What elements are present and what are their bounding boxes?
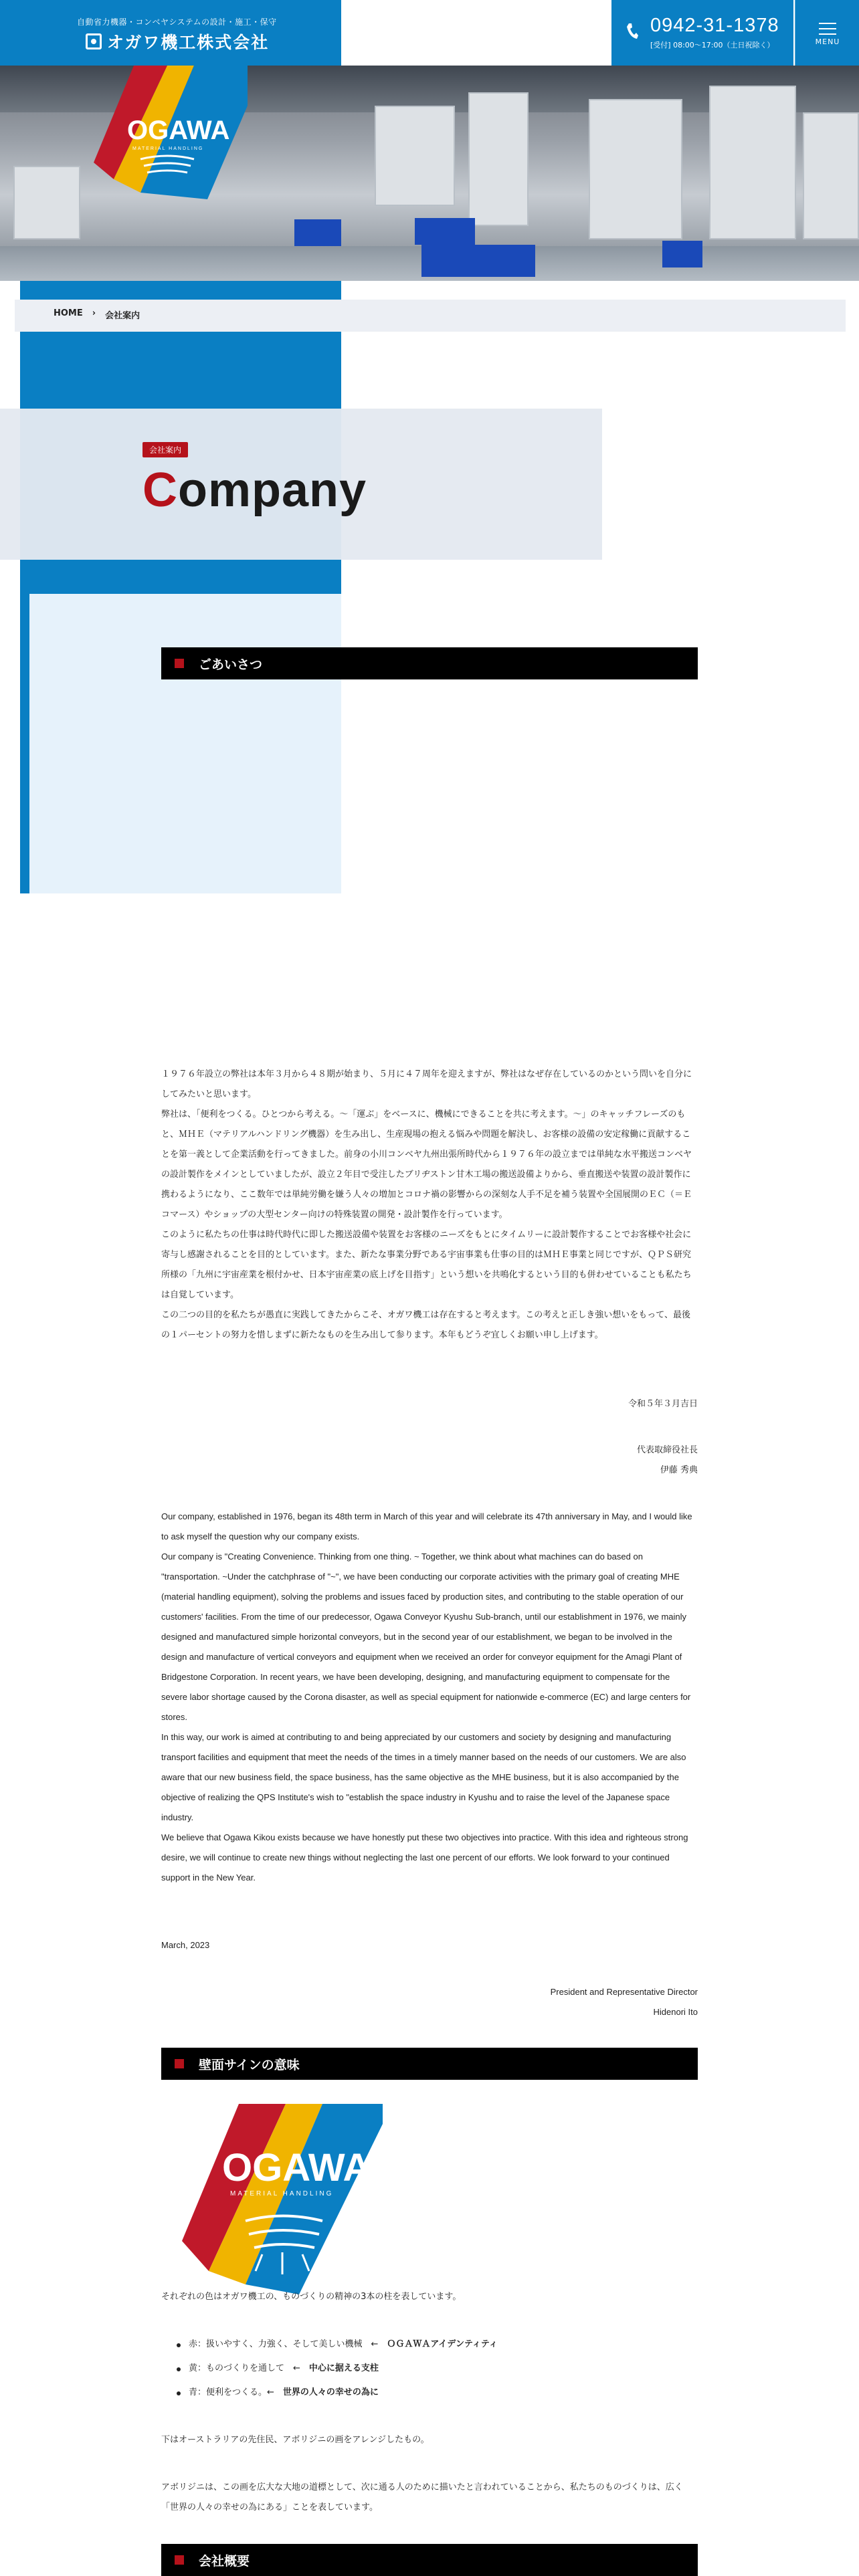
sign-logo-text: OGAWA	[222, 2146, 371, 2189]
site-tagline: 自動省力機器・コンベヤシステムの設計・施工・保守	[77, 17, 277, 27]
ogawa-wall-sign-logo	[94, 66, 248, 219]
greeting-jp-title: 代表取締役社長	[636, 1445, 698, 1455]
sign-item-strong: 世界の人々の幸せの為に	[282, 2387, 379, 2397]
greeting-en-paragraph: We believe that Ogawa Kikou exists because we have honestly put these two objectives into practice. With this idea and righteous strong desire, we will continue to create new things without neglecting the last one percent of our efforts. We look forward to your continued support in the New Year.	[161, 1832, 688, 1883]
phone-hours: [受付] 08:00～17:00（土日祝除く）	[650, 41, 775, 49]
sign-intro: それぞれの色はオガワ機工の、ものづくりの精神の3本の柱を表しています。	[161, 2292, 462, 2302]
hero-image	[0, 66, 859, 281]
breadcrumb-home[interactable]: HOME	[54, 308, 83, 318]
wall-sign-logo-image	[182, 2104, 396, 2304]
phone-contact[interactable]	[611, 0, 793, 66]
decor-light-band	[29, 594, 341, 893]
chevron-right-icon: ›	[92, 308, 96, 318]
sign-item-text: 青：便利をつくる。←	[189, 2387, 283, 2397]
greeting-jp-paragraph: この二つの目的を私たちが愚直に実践してきたからこそ、オガワ機工は存在すると考えます。この考えと正しき強い想いをもって、最後の１パーセントの努力を惜しまずに新たなものを生み出して参ります。本年もどうぞ宜しくお願い申し上げます。	[161, 1310, 691, 1340]
phone-icon	[626, 23, 638, 40]
breadcrumb	[54, 308, 140, 321]
greeting-en-name: Hidenori Ito	[653, 2007, 698, 2017]
sign-colors-list	[175, 2333, 644, 2405]
page-title-initial: C	[142, 463, 178, 517]
square-bullet-icon	[175, 2059, 184, 2068]
section-heading-sign	[161, 2048, 698, 2080]
hero-logo-text: OGAWA	[127, 116, 230, 145]
greeting-en-body	[161, 1507, 698, 1888]
greeting-jp-paragraph: このように私たちの仕事は時代時代に即した搬送設備や装置をお客様のニーズをもとにタイムリーに設計製作することでお客様や社会に寄与し感謝されることを目的としています。また、新たな事業分野である宇宙事業も仕事の目的はＭＨＥ事業と同じですが、ＱＰＳ研究所様の「九州に宇宙産業を根付かせ、日本宇宙産業の底上げを目指す」という想いを共鳴化するという目的も併わせていることも私たちは自覚しています。	[161, 1230, 692, 1300]
sign-note-aboriginal: 下はオーストラリアの先住民、アボリジニの画をアレンジしたもの。	[161, 2435, 430, 2445]
section-heading-overview	[161, 2544, 698, 2576]
list-item	[175, 2333, 644, 2357]
square-bullet-icon	[175, 2555, 184, 2565]
greeting-en-paragraph: Our company is "Creating Convenience. Thinking from one thing. ~ Together, we think about what machines can do based on "transportation. ~Under the catchphrase of "~", we have been conducting our corporate activities with the primary goal of creating MHE (material handling equipment), solving the problems and issues faced by production sites, and contributing to the stable operation of our customers' facilities. From the time of our predecessor, Ogawa Conveyor Kyushu Sub-branch, until our establishment in 1976, we mainly designed and manufactured simple horizontal conveyors, but in the second year of our establishment, we began to be involved in the design and manufacture of vertical conveyors and equipment when we received an order for conveyor equipment for the Amagi Plant of Bridgestone Corporation. In recent years, we have been developing, designing, and manufacturing equipment to compensate for the severe labor shortage caused by the Corona disaster, as well as special equipment for nationwide e-commerce (EC) and large centers for stores.	[161, 1551, 691, 1722]
company-name: オガワ機工株式会社	[107, 33, 270, 52]
sign-item-strong: 中心に据える支柱	[308, 2363, 379, 2373]
page-title	[142, 463, 367, 518]
section-heading-text: 壁面サインの意味	[199, 2057, 300, 2072]
menu-label: MENU	[815, 37, 840, 46]
phone-number[interactable]: 0942-31-1378	[650, 15, 779, 36]
list-item	[175, 2381, 644, 2405]
greeting-jp-body	[161, 1065, 698, 1346]
sign-logo-subtext: MATERIAL HANDLING	[230, 2190, 334, 2197]
sign-item-text: 赤：扱いやすく、力強く、そして美しい機械 ←	[189, 2339, 387, 2349]
greeting-en-paragraph: In this way, our work is aimed at contributing to and being appreciated by our customers and society by designing and manufacturing transport facilities and equipment that meet the needs of the times in a timely manner based on the needs of our customers. We are also aware that our new business field, the space business, has the same objective as the MHE business, but it is also accompanied by the objective of realizing the QPS Institute's wish to "establish the space industry in Kyushu and to raise the level of the Japanese space industry.	[161, 1732, 686, 1822]
sign-note-meaning: アボリジニは、この画を広大な大地の道標として、次に通る人のために描いたと言われていることから、私たちのものづくりは、広く「世界の人々の幸せの為にある」ことを表しています。	[161, 2482, 683, 2512]
list-item	[175, 2357, 644, 2381]
section-heading-text: 会社概要	[199, 2553, 250, 2569]
greeting-jp-paragraph: 弊社は、「便利をつくる。ひとつから考える。～「運ぶ」をベースに、機械にできることを共に考えます。～」のキャッチフレーズのもと、ＭＨＥ（マテリアルハンドリング機器）を生み出し、生産現場の抱える悩みや問題を解決し、お客様の設備の安定稼働に貢献することを第一義として企業活動を行ってきました。前身の小川コンベヤ九州出張所時代から１９７６年の設立までは単純な水平搬送コンベヤの設計製作をメインとしていましたが、設立２年目で受注したブリヂストン甘木工場の搬送設備よりから、垂直搬送や装置の設計製作に携わるようになり、ここ数年では単純労働を嫌う人々の増加とコロナ禍の影響からの深刻な人手不足を補う装置や全国展開のＥＣ（＝Ｅコマース）やショップの大型センター向けの特殊装置の開発・設計製作を行っています。	[161, 1109, 692, 1220]
section-heading-greeting	[161, 647, 698, 679]
greeting-jp-paragraph: １９７６年設立の弊社は本年３月から４８期が始まり、５月に４７周年を迎えますが、弊社はなぜ存在しているのかという問いを自分にしてみたいと思います。	[161, 1069, 692, 1099]
square-bullet-icon	[175, 659, 184, 668]
greeting-en-title: President and Representative Director	[550, 1987, 698, 1997]
page-title-rest: ompany	[178, 463, 367, 517]
hero-logo-subtext: MATERIAL HANDLING	[132, 146, 204, 151]
site-logo[interactable]	[86, 29, 269, 53]
greeting-en-paragraph: Our company, established in 1976, began its 48th term in March of this year and will celebrate its 47th anniversary in May, and I would like to ask myself the question why our company exists.	[161, 1511, 692, 1541]
section-heading-text: ごあいさつ	[199, 657, 263, 672]
brand-block[interactable]	[0, 0, 341, 66]
decor-blue-top	[20, 281, 341, 300]
logo-mark-icon	[86, 33, 102, 49]
sign-item-strong: ＯＧＡＷＡアイデンティティ	[387, 2339, 498, 2349]
site-header	[0, 0, 859, 66]
category-badge: 会社案内	[142, 442, 188, 457]
greeting-jp-date: 令和５年３月吉日	[628, 1399, 698, 1409]
sign-item-text: 黄：ものづくりを通して ←	[189, 2363, 309, 2373]
hamburger-icon	[819, 23, 836, 39]
greeting-en-date: March, 2023	[161, 1940, 210, 1950]
menu-button[interactable]	[795, 0, 859, 66]
breadcrumb-current: 会社案内	[105, 311, 140, 321]
greeting-jp-name: 伊藤 秀典	[660, 1465, 698, 1475]
